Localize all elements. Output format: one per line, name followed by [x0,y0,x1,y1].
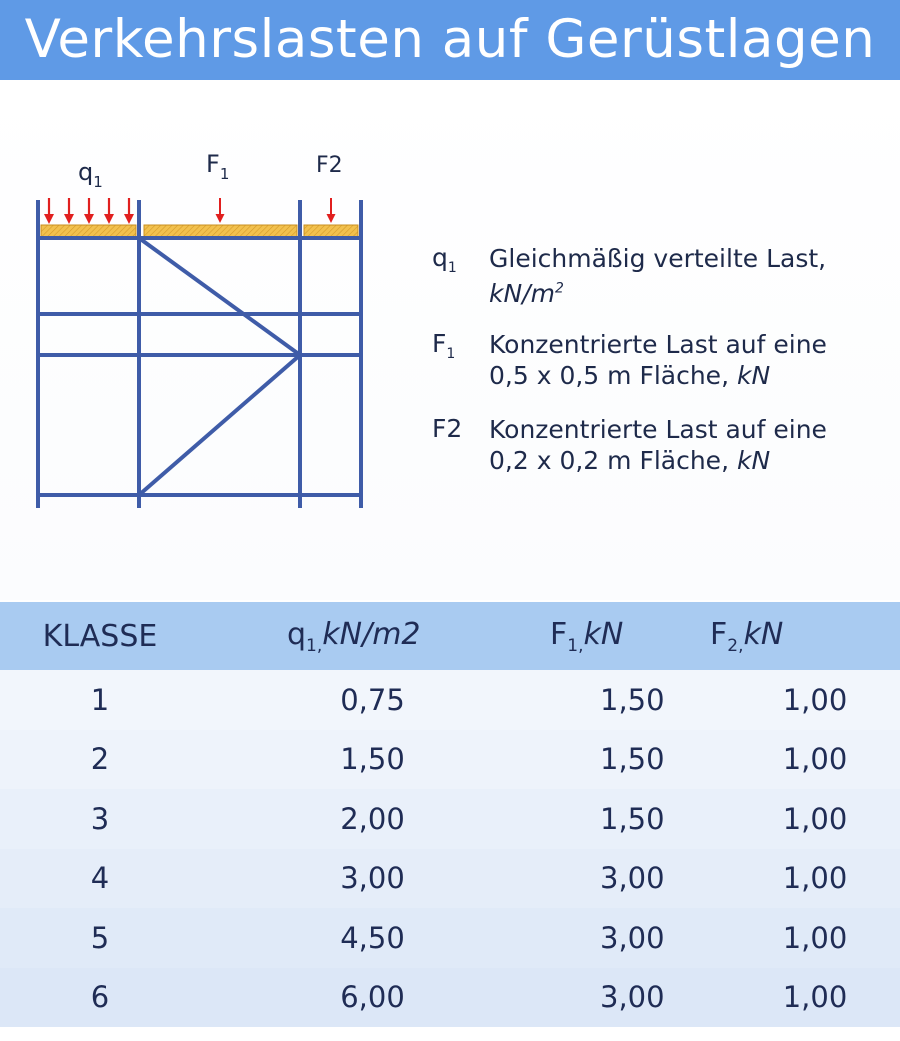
cell-f1: 3,00 [450,849,650,909]
cell-f2: 1,00 [650,968,900,1028]
cell-f1: 3,00 [450,968,650,1028]
plank-left [41,225,136,237]
f2-arrow [327,198,336,223]
cell-klasse: 3 [0,789,200,849]
cell-q1: 0,75 [200,670,450,730]
table-row [0,730,900,790]
q1-arrow [44,198,54,224]
table-header-row [0,602,900,670]
label-q1: $q_1$ [78,158,103,191]
q1-arrows [44,198,134,224]
plank-middle [144,225,297,237]
header-f2: $F_{2,}kN$ [650,602,900,670]
cell-q1: 3,00 [200,849,450,909]
plank-right [304,225,358,237]
cell-f1: 3,00 [450,908,650,968]
q1-arrow [84,198,94,224]
diagonal-brace [139,355,300,495]
cell-q1: 2,00 [200,789,450,849]
legend-description: Konzentrierte Last auf eine 0,5 x 0,5 m Fläche, kN [489,330,827,390]
cell-klasse: 4 [0,849,200,909]
cell-klasse: 1 [0,670,200,730]
cell-f2: 1,00 [650,670,900,730]
header-klasse: KLASSE [0,602,200,670]
load-class-table [0,602,900,1027]
header-f1: $F_{1,}kN$ [450,602,650,670]
q1-arrow [64,198,74,224]
cell-f2: 1,00 [650,908,900,968]
header-q1: $q_{1,}kN/m2$ [200,602,450,670]
cell-klasse: 6 [0,968,200,1028]
cell-q1: 6,00 [200,968,450,1028]
legend-description: Gleichmäßig verteilte Last, $kN/m^2$ [489,244,827,309]
cell-klasse: 5 [0,908,200,968]
bottom-margin [0,1027,900,1041]
q1-arrow [124,198,134,224]
legend-symbol: F2 [432,414,463,443]
cell-f1: 1,50 [450,730,650,790]
table-row [0,849,900,909]
legend-symbol: $q_1$ [432,243,457,276]
diagonal-brace [139,238,300,355]
table-row [0,670,900,730]
legend-description: Konzentrierte Last auf eine 0,2 x 0,2 m Fläche, kN [489,415,827,475]
cell-f1: 1,50 [450,789,650,849]
label-f1: $F_1$ [206,150,230,183]
table-row [0,789,900,849]
page-title: Verkehrslasten auf Gerüstlagen [24,9,876,70]
table-row [0,968,900,1028]
cell-f2: 1,00 [650,789,900,849]
cell-q1: 4,50 [200,908,450,968]
f1-arrow [216,198,225,223]
legend-symbol: $F_1$ [432,329,456,362]
q1-arrow [104,198,114,224]
cell-klasse: 2 [0,730,200,790]
header-banner [0,0,900,80]
table-row [0,908,900,968]
scaffold-frame [38,200,361,508]
cell-f2: 1,00 [650,730,900,790]
cell-f1: 1,50 [450,670,650,730]
cell-f2: 1,00 [650,849,900,909]
cell-q1: 1,50 [200,730,450,790]
label-f2: F2 [316,153,343,178]
